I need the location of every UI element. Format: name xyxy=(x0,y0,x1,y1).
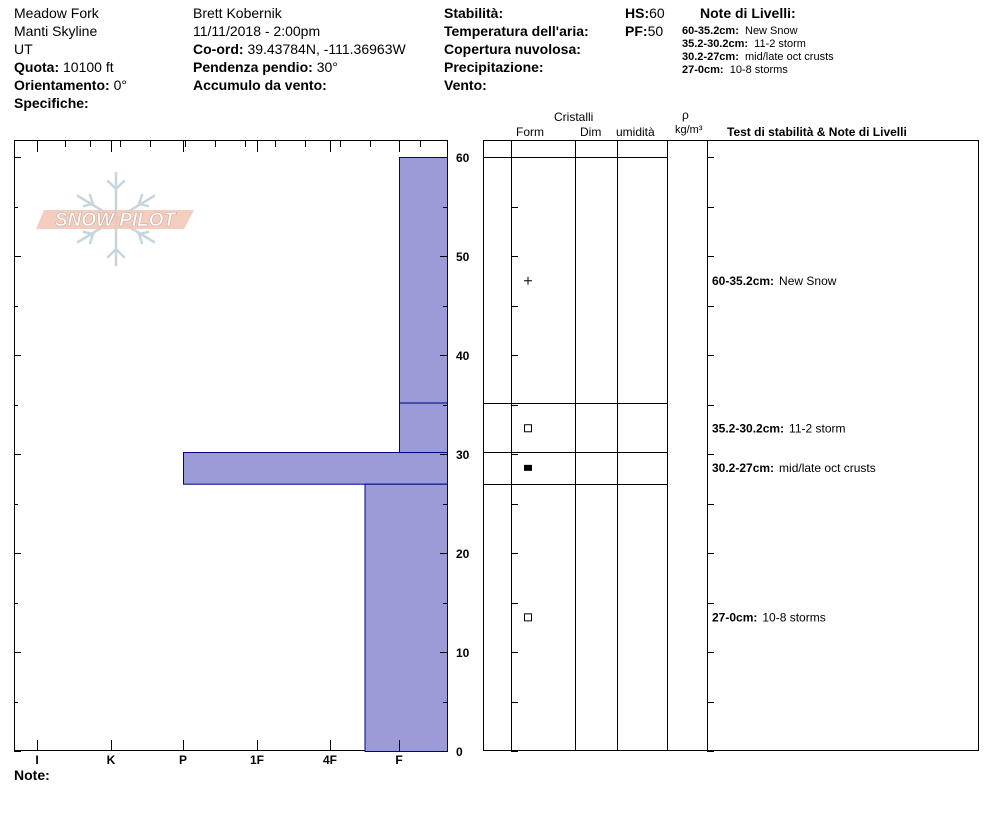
precip-label: Precipitazione: xyxy=(444,59,544,75)
hs-value: 60 xyxy=(649,5,665,21)
faceted-square-icon xyxy=(525,425,532,432)
crystals-header: Cristalli xyxy=(554,110,594,124)
depth-tick-label: 40 xyxy=(456,349,470,363)
layer-note-range: 60-35.2cm: xyxy=(712,273,775,288)
observation-datetime: 11/11/2018 - 2:00pm xyxy=(193,23,321,39)
layer-note-text: mid/late oct crusts xyxy=(779,460,876,475)
stability-notes-header: Test di stabilità & Note di Livelli xyxy=(727,125,907,139)
coord-label: Co-ord: xyxy=(193,41,244,57)
dim-header: Dim xyxy=(580,125,602,139)
layer-bar xyxy=(184,453,448,485)
layer-note-text: mid/late oct crusts xyxy=(745,51,834,63)
right-ticks xyxy=(511,158,714,752)
cloud-cover-label: Copertura nuvolosa: xyxy=(444,41,581,57)
crystal-table-frame xyxy=(484,141,708,751)
layer-note-range: 27-0cm: xyxy=(712,610,758,625)
hardness-tick-label: P xyxy=(178,753,188,767)
pf-label: PF: xyxy=(625,23,648,39)
site-location: Meadow Fork xyxy=(14,5,99,21)
elevation-value: 10100 ft xyxy=(63,59,114,75)
layer-note-text: 10-8 storms xyxy=(762,610,826,625)
layer-note-text: New Snow xyxy=(745,25,798,37)
logo-text: SNOW PILOT xyxy=(54,210,176,231)
hardness-tick-label: I xyxy=(35,753,39,767)
air-temp-label: Temperatura dell'aria: xyxy=(444,23,589,39)
layer-note-label xyxy=(712,274,837,288)
depth-tick-label: 60 xyxy=(456,151,470,165)
hardness-labels xyxy=(35,753,402,767)
layer-bar xyxy=(400,403,448,453)
layer-note-label xyxy=(712,421,846,435)
moisture-header: umidità xyxy=(616,125,655,139)
density-unit-header: kg/m³ xyxy=(675,124,703,136)
coord-value: 39.43784N, -111.36963W xyxy=(247,41,406,57)
slope-label: Pendenza pendio: xyxy=(193,59,313,75)
stability-notes-frame xyxy=(708,141,979,751)
hardness-tick-label: F xyxy=(395,753,403,767)
elevation-label: Quota: xyxy=(14,59,60,75)
depth-tick-label: 50 xyxy=(456,250,470,264)
depth-tick-label: 30 xyxy=(456,448,470,462)
layer-notes-title-text: Note di Livelli: xyxy=(700,5,796,21)
layer-bars xyxy=(184,158,448,752)
layer-note-label xyxy=(712,461,876,475)
layer-note-range: 35.2-30.2cm: xyxy=(682,38,749,50)
layer-note-label xyxy=(712,610,826,624)
depth-tick-label: 20 xyxy=(456,547,470,561)
hardness-tick-label: 4F xyxy=(322,753,338,767)
form-header: Form xyxy=(516,125,544,139)
pf-value: 50 xyxy=(647,23,664,39)
hs-label: HS: xyxy=(625,5,650,21)
layer-note-text: 11-2 storm xyxy=(789,421,846,436)
layer-note-range: 35.2-30.2cm: xyxy=(712,421,785,436)
site-range: Manti Skyline xyxy=(14,23,98,39)
wind-label: Vento: xyxy=(444,77,487,93)
wind-loading-label: Accumulo da vento: xyxy=(193,77,327,93)
faceted-square-icon xyxy=(525,614,532,621)
aspect-value: 0° xyxy=(113,77,127,93)
note-label: Note: xyxy=(14,767,50,783)
layer-note-range: 30.2-27cm: xyxy=(682,51,739,63)
table-column-dividers xyxy=(512,140,668,751)
hardness-tick-label: K xyxy=(106,753,116,767)
layer-note-labels xyxy=(712,274,876,625)
layer-note-range: 60-35.2cm: xyxy=(682,25,739,37)
hardness-tick-label: 1F xyxy=(249,753,265,767)
rho-header: ρ xyxy=(682,108,689,122)
layer-note-text: 11-2 storm xyxy=(754,38,806,50)
layer-note-text: 10-8 storms xyxy=(729,64,788,76)
grain-symbols xyxy=(524,277,532,621)
slope-value: 30° xyxy=(316,59,338,75)
layer-note-text: New Snow xyxy=(779,273,837,288)
observer-name: Brett Kobernik xyxy=(193,5,282,21)
aspect-label: Orientamento: xyxy=(14,77,110,93)
site-state: UT xyxy=(14,41,33,57)
stability-label: Stabilità: xyxy=(444,5,504,21)
snowpilot-logo xyxy=(36,173,194,265)
depth-tick-label: 10 xyxy=(456,646,470,660)
layer-note-range: 27-0cm: xyxy=(682,64,724,76)
new-snow-plus-icon xyxy=(524,277,532,285)
layer-bar xyxy=(365,484,448,751)
depth-tick-label: 0 xyxy=(456,745,463,759)
depth-labels xyxy=(456,151,470,759)
layer-note-range: 30.2-27cm: xyxy=(712,460,775,475)
specifics-label: Specifiche: xyxy=(14,95,89,111)
melt-freeze-square-icon xyxy=(524,465,532,471)
layer-bar xyxy=(400,158,448,404)
